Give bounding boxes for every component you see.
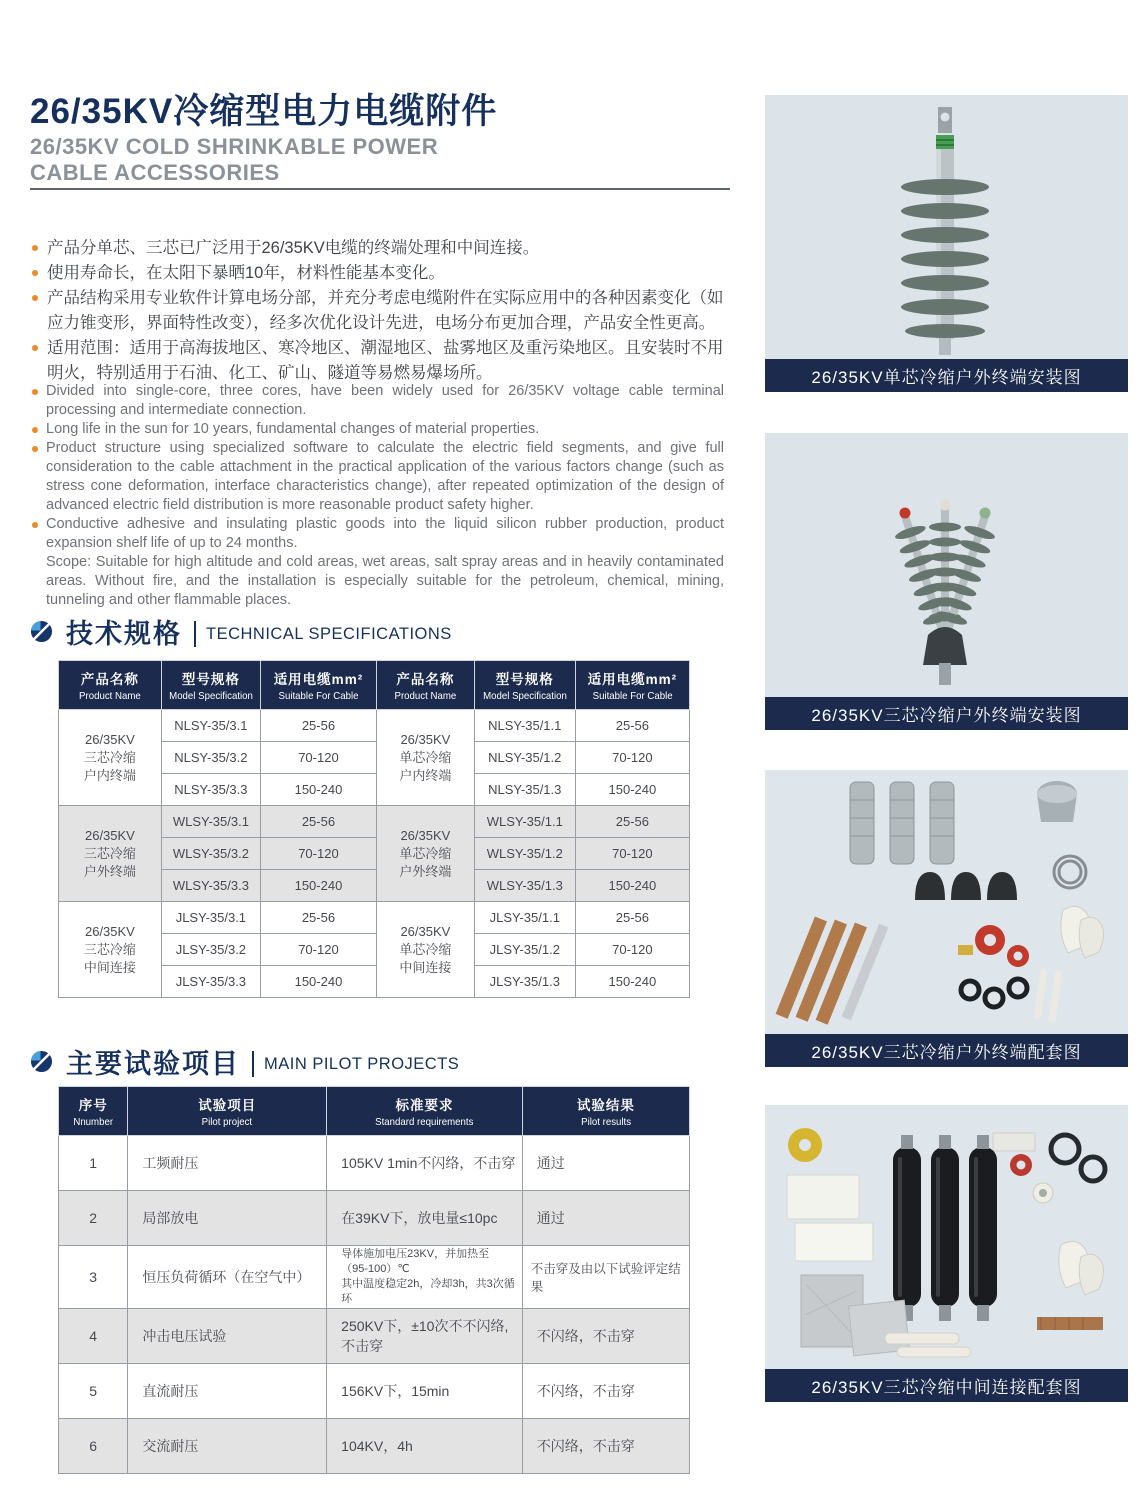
cable-cell: 150-240 <box>260 870 376 902</box>
col-header: 适用电缆mm² Suitable For Cable <box>575 661 689 710</box>
model-cell: NLSY-35/3.1 <box>161 710 260 742</box>
cable-cell: 25-56 <box>575 806 689 838</box>
title-divider <box>30 188 730 190</box>
project-cell: 工频耐压 <box>128 1136 327 1191</box>
pilot-row <box>59 1364 690 1419</box>
spec-header-row <box>59 661 690 710</box>
pilot-row <box>59 1309 690 1364</box>
pilot-row <box>59 1136 690 1191</box>
cable-cell: 25-56 <box>260 710 376 742</box>
cable-cell: 25-56 <box>575 902 689 934</box>
sphere-bullet-icon <box>30 620 53 643</box>
col-header: 标准要求 Standard requirements <box>327 1087 523 1136</box>
bullet-item: Divided into single-core, three cores, have been widely used for 26/35KV voltage cable terminal processing and intermediate connection. <box>30 382 724 420</box>
main-pilot-projects-table <box>58 1086 690 1474</box>
cable-cell: 150-240 <box>575 966 689 998</box>
row-number-cell: 6 <box>59 1419 128 1474</box>
gallery-panel-terminal-kit <box>765 770 1128 1067</box>
cable-cell: 25-56 <box>260 902 376 934</box>
model-cell: WLSY-35/3.2 <box>161 838 260 870</box>
result-cell: 通过 <box>522 1191 689 1246</box>
result-cell: 通过 <box>522 1136 689 1191</box>
spec-row <box>59 806 690 838</box>
section-header-specs <box>30 612 452 651</box>
subtitle-line-1: 26/35KV COLD SHRINKABLE POWER <box>30 134 439 159</box>
bullet-item: 使用寿命长，在太阳下暴晒10年，材料性能基本变化。 <box>30 261 732 286</box>
section-divider <box>252 1051 254 1077</box>
cable-cell: 150-240 <box>575 870 689 902</box>
model-cell: JLSY-35/1.3 <box>474 966 575 998</box>
cable-cell: 150-240 <box>575 774 689 806</box>
project-cell: 冲击电压试验 <box>128 1309 327 1364</box>
technical-specifications-table <box>58 660 690 998</box>
cable-cell: 70-120 <box>260 934 376 966</box>
panel-caption: 26/35KV三芯冷缩户外终端安装图 <box>765 697 1128 730</box>
cable-cell: 70-120 <box>575 934 689 966</box>
product-name-cell: 26/35KV 单芯冷缩 户外终端 <box>377 806 475 902</box>
bullet-item: 产品分单芯、三芯已广泛用于26/35KV电缆的终端处理和中间连接。 <box>30 236 732 261</box>
panel-caption: 26/35KV三芯冷缩中间连接配套图 <box>765 1369 1128 1402</box>
model-cell: WLSY-35/3.3 <box>161 870 260 902</box>
cable-cell: 70-120 <box>260 742 376 774</box>
project-cell: 直流耐压 <box>128 1364 327 1419</box>
cable-cell: 70-120 <box>575 838 689 870</box>
product-name-cell: 26/35KV 单芯冷缩 中间连接 <box>377 902 475 998</box>
col-header: 适用电缆mm² Suitable For Cable <box>260 661 376 710</box>
requirement-cell: 在39KV下，放电量≤10pc <box>327 1191 523 1246</box>
cable-cell: 25-56 <box>575 710 689 742</box>
page-subtitle <box>30 134 438 186</box>
cable-cell: 70-120 <box>260 838 376 870</box>
panel-caption: 26/35KV三芯冷缩户外终端配套图 <box>765 1034 1128 1067</box>
bullet-item: Conductive adhesive and insulating plastic goods into the liquid silicon rubber production, product expansion shelf life of up to 24 months. <box>30 515 724 553</box>
cable-cell: 70-120 <box>575 742 689 774</box>
col-header: 序号 Nnumber <box>59 1087 128 1136</box>
project-cell: 局部放电 <box>128 1191 327 1246</box>
model-cell: JLSY-35/1.2 <box>474 934 575 966</box>
model-cell: JLSY-35/3.3 <box>161 966 260 998</box>
bullet-item: 适用范围：适用于高海拔地区、寒冷地区、潮湿地区、盐雾地区及重污染地区。且安装时不用明火，特别适用于石油、化工、矿山、隧道等易燃易爆场所。 <box>30 336 732 386</box>
col-header: 产品名称 Product Name <box>377 661 475 710</box>
model-cell: WLSY-35/1.1 <box>474 806 575 838</box>
result-cell: 不闪络，不击穿 <box>522 1309 689 1364</box>
gallery-panel-single-core-terminal <box>765 95 1128 392</box>
model-cell: WLSY-35/3.1 <box>161 806 260 838</box>
section-divider <box>194 621 196 647</box>
pilot-row <box>59 1246 690 1309</box>
gallery-panel-joint-kit <box>765 1105 1128 1402</box>
row-number-cell: 5 <box>59 1364 128 1419</box>
sphere-bullet-icon <box>30 1050 53 1073</box>
col-header: 型号规格 Model Specification <box>161 661 260 710</box>
cable-cell: 25-56 <box>260 806 376 838</box>
bullet-item: Long life in the sun for 10 years, fundamental changes of material properties. <box>30 420 724 439</box>
three-core-terminal-photo <box>765 433 1128 697</box>
model-cell: JLSY-35/3.2 <box>161 934 260 966</box>
section-title-cn: 技术规格 <box>66 619 182 649</box>
project-cell: 交流耐压 <box>128 1419 327 1474</box>
requirement-cell: 104KV，4h <box>327 1419 523 1474</box>
section-header-pilot <box>30 1042 459 1081</box>
model-cell: NLSY-35/3.3 <box>161 774 260 806</box>
requirement-cell: 250KV下，±10次不不闪络,不击穿 <box>327 1309 523 1364</box>
bullet-item: Product structure using specialized software to calculate the electric field segments, and give full consideration to the cable attachment in the practical application of the various factors change (such as stress cone deformation, interface characteristics change), after repeated optimization of the design of advanced electric field distribution is more reasonable product safety higher. <box>30 439 724 515</box>
row-number-cell: 1 <box>59 1136 128 1191</box>
cable-cell: 150-240 <box>260 774 376 806</box>
col-header: 试验项目 Pilot project <box>128 1087 327 1136</box>
row-number-cell: 3 <box>59 1246 128 1309</box>
pilot-header-row <box>59 1087 690 1136</box>
scope-paragraph: Scope: Suitable for high altitude and cold areas, wet areas, salt spray areas and in heavily contaminated areas. Without fire, and the installation is especially suitable for the petroleum, chemical, mining, tunneling and other flammable places. <box>46 554 724 608</box>
model-cell: JLSY-35/1.1 <box>474 902 575 934</box>
model-cell: NLSY-35/1.2 <box>474 742 575 774</box>
model-cell: NLSY-35/1.1 <box>474 710 575 742</box>
requirement-cell: 导体施加电压23KV，并加热至（95-100）℃ 其中温度稳定2h，冷却3h，共3次循环 <box>327 1246 523 1309</box>
panel-caption: 26/35KV单芯冷缩户外终端安装图 <box>765 359 1128 392</box>
product-name-cell: 26/35KV 单芯冷缩 户内终端 <box>377 710 475 806</box>
requirement-cell: 156KV下，15min <box>327 1364 523 1419</box>
model-cell: WLSY-35/1.2 <box>474 838 575 870</box>
intro-bullets-en <box>30 382 724 610</box>
requirement-cell: 105KV 1min不闪络，不击穿 <box>327 1136 523 1191</box>
single-core-terminal-photo <box>765 95 1128 359</box>
result-cell: 不击穿及由以下试验评定结果 <box>522 1246 689 1309</box>
project-cell: 恒压负荷循环（在空气中） <box>128 1246 327 1309</box>
section-title-en: TECHNICAL SPECIFICATIONS <box>206 625 452 643</box>
spec-row <box>59 902 690 934</box>
section-title-cn: 主要试验项目 <box>66 1049 240 1079</box>
page-title: 26/35KV冷缩型电力电缆附件 <box>30 92 498 131</box>
result-cell: 不闪络，不击穿 <box>522 1364 689 1419</box>
col-header: 产品名称 Product Name <box>59 661 162 710</box>
model-cell: WLSY-35/1.3 <box>474 870 575 902</box>
section-title-en: MAIN PILOT PROJECTS <box>264 1055 460 1073</box>
product-name-cell: 26/35KV 三芯冷缩 户内终端 <box>59 710 162 806</box>
model-cell: NLSY-35/1.3 <box>474 774 575 806</box>
product-name-cell: 26/35KV 三芯冷缩 中间连接 <box>59 902 162 998</box>
terminal-kit-photo <box>765 770 1128 1034</box>
subtitle-line-2: CABLE ACCESSORIES <box>30 160 280 185</box>
pilot-row <box>59 1419 690 1474</box>
spec-row <box>59 710 690 742</box>
col-header: 型号规格 Model Specification <box>474 661 575 710</box>
result-cell: 不闪络，不击穿 <box>522 1419 689 1474</box>
pilot-row <box>59 1191 690 1246</box>
cable-cell: 150-240 <box>260 966 376 998</box>
model-cell: NLSY-35/3.2 <box>161 742 260 774</box>
product-name-cell: 26/35KV 三芯冷缩 户外终端 <box>59 806 162 902</box>
bullet-item: 产品结构采用专业软件计算电场分部，并充分考虑电缆附件在实际应用中的各种因素变化（如应力锥变形，界面特性改变），经多次优化设计先进，电场分布更加合理，产品安全性更高。 <box>30 286 732 336</box>
intro-bullets-cn <box>30 236 732 386</box>
row-number-cell: 4 <box>59 1309 128 1364</box>
gallery-panel-three-core-terminal <box>765 433 1128 730</box>
joint-kit-photo <box>765 1105 1128 1369</box>
row-number-cell: 2 <box>59 1191 128 1246</box>
col-header: 试验结果 Pilot results <box>522 1087 689 1136</box>
model-cell: JLSY-35/3.1 <box>161 902 260 934</box>
